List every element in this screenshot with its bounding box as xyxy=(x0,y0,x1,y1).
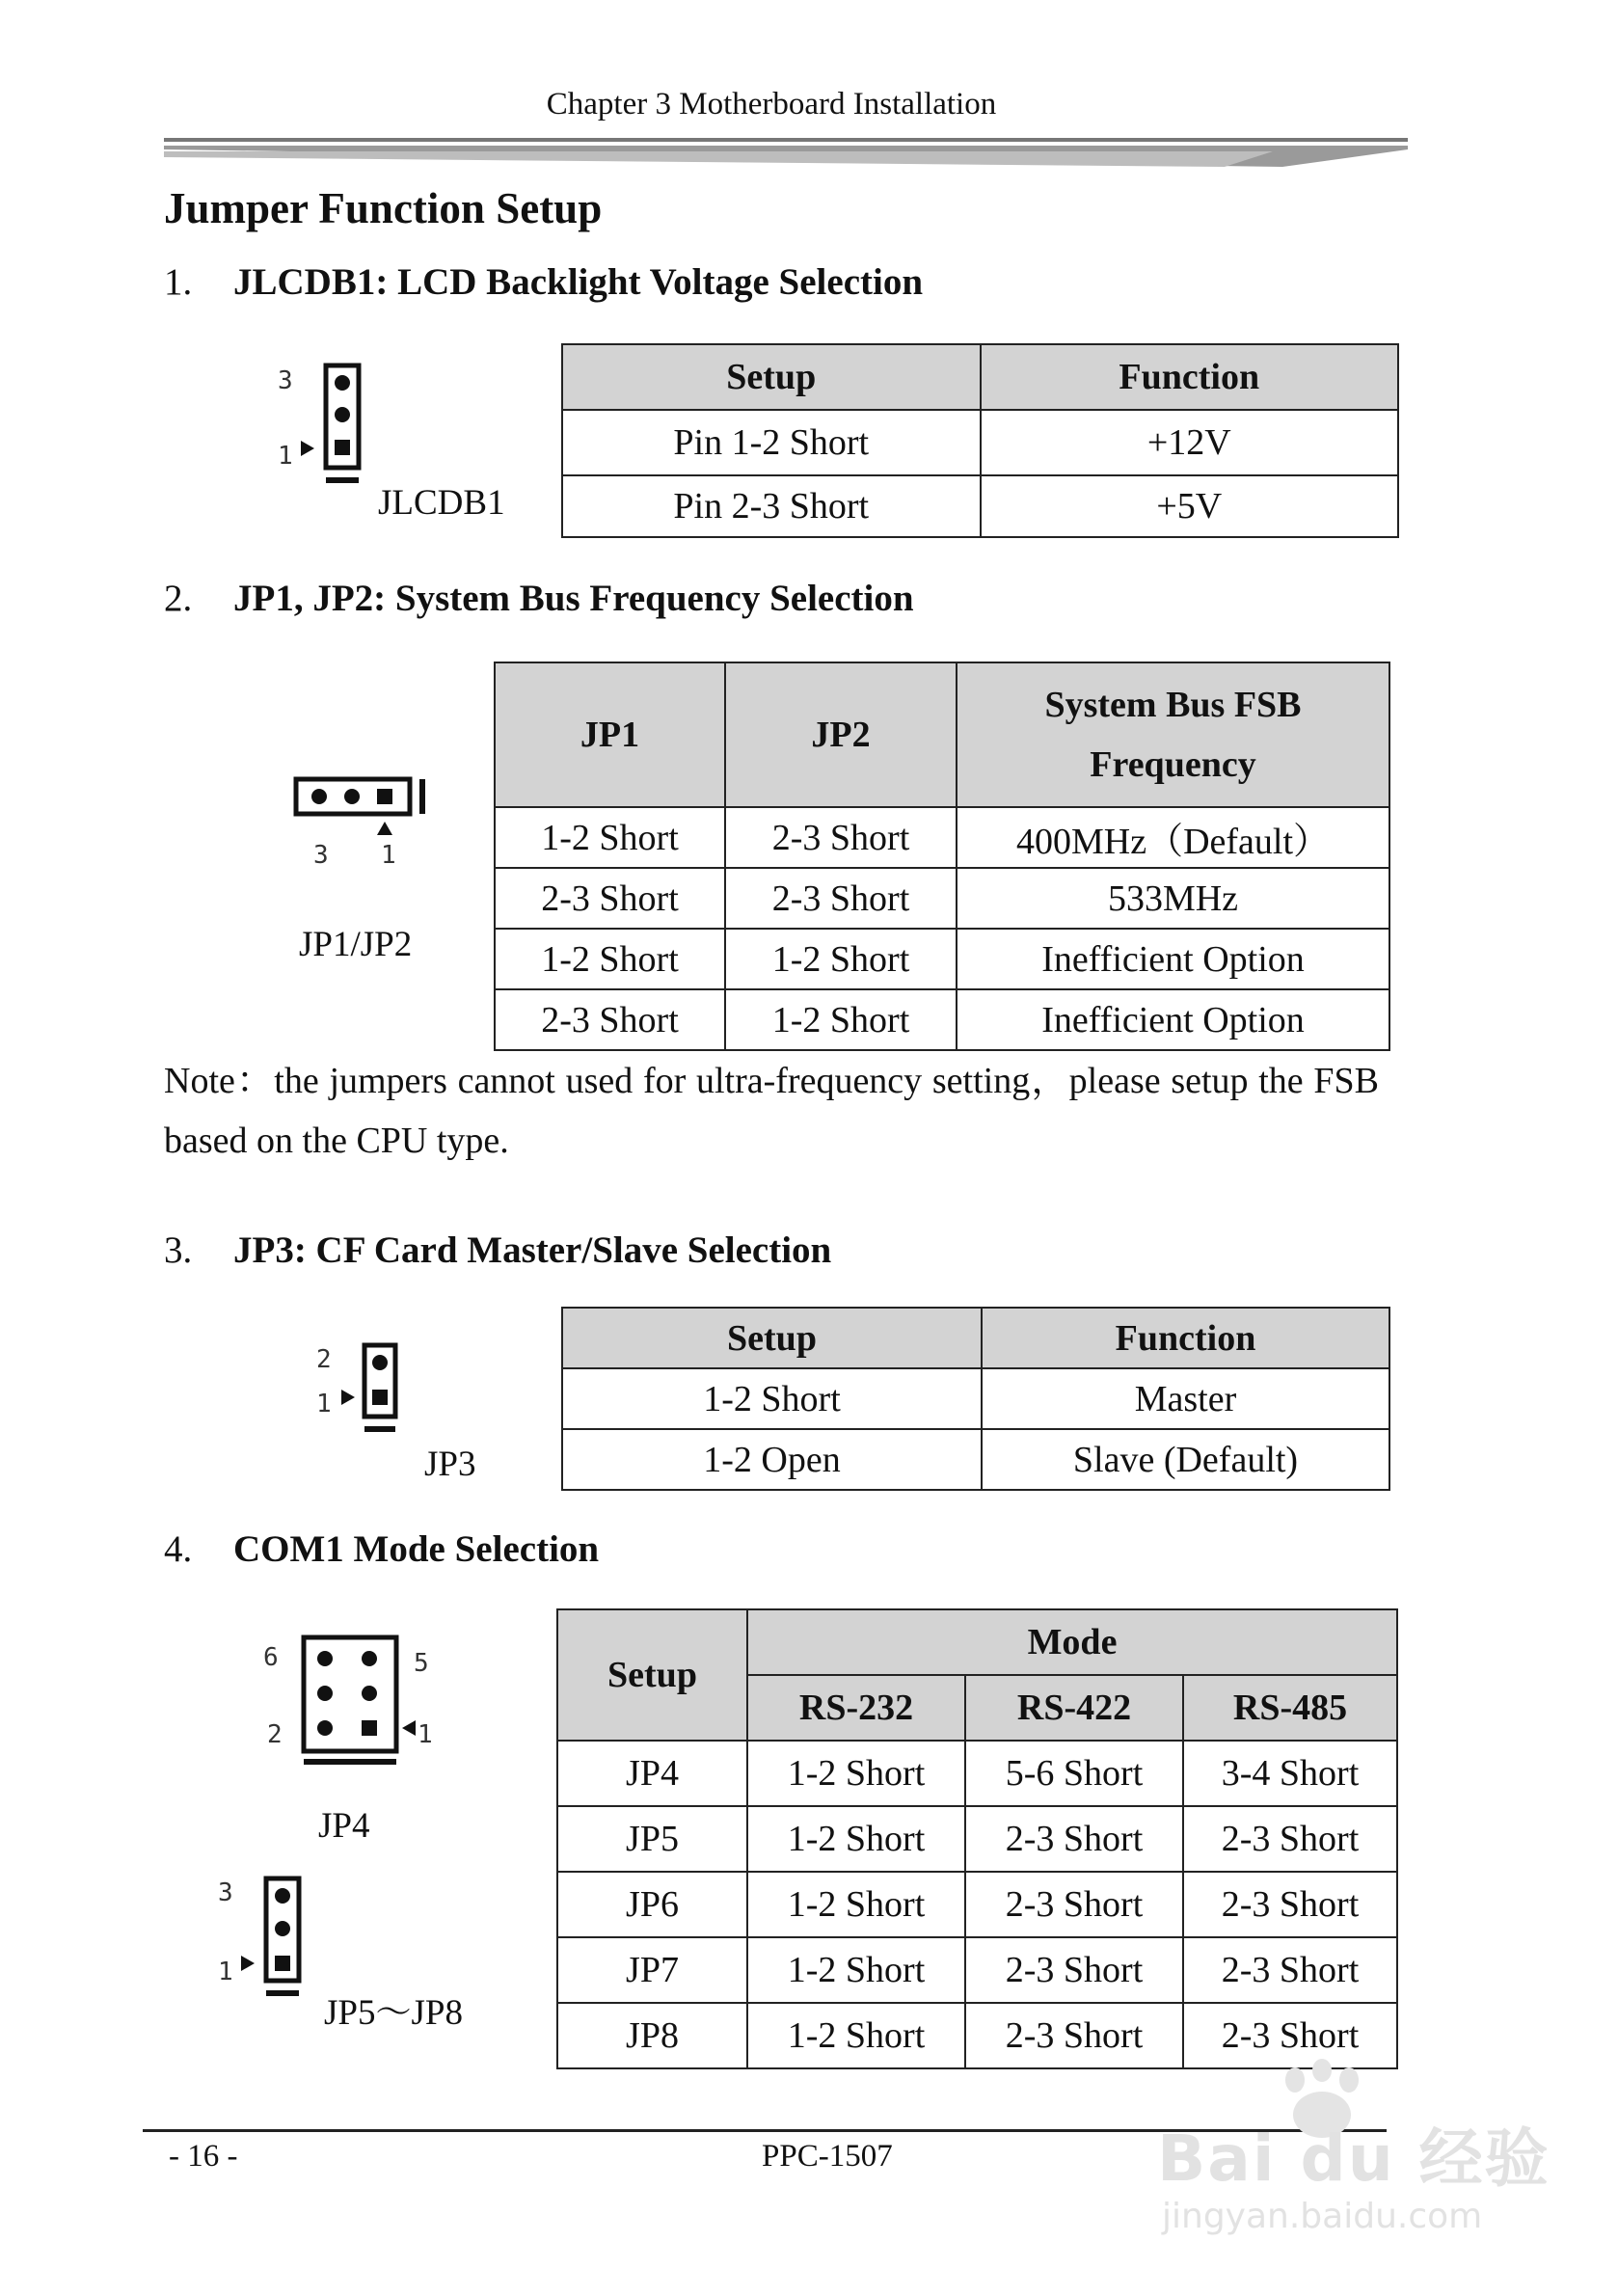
jp3-jumper-diagram xyxy=(309,1336,415,1456)
pin-number: 2 xyxy=(316,1345,332,1374)
table-cell: 2-3 Short xyxy=(1183,1806,1397,1872)
table-cell: 1-2 Short xyxy=(747,2003,965,2068)
table-cell: Pin 1-2 Short xyxy=(562,410,981,475)
table-row xyxy=(562,410,1398,475)
diagram-label: JP4 xyxy=(318,1806,370,1846)
section-4-heading xyxy=(164,1527,599,1571)
column-header: RS-485 xyxy=(1183,1675,1397,1741)
header-line: System Bus FSB xyxy=(1044,685,1302,725)
table-cell: 1-2 Short xyxy=(495,929,725,989)
table-cell: JP8 xyxy=(557,2003,747,2068)
diagram-label: JP1/JP2 xyxy=(299,925,413,964)
table-cell: 2-3 Short xyxy=(965,2003,1183,2068)
pin-number: 6 xyxy=(263,1643,279,1672)
table-cell: +12V xyxy=(981,410,1399,475)
table-row xyxy=(495,989,1389,1050)
table-cell: 2-3 Short xyxy=(495,989,725,1050)
table-cell: 1-2 Short xyxy=(747,1937,965,2003)
table-row xyxy=(557,1937,1397,2003)
table-cell: 1-2 Open xyxy=(562,1429,982,1490)
section-1-heading xyxy=(164,260,923,304)
table-cell: JP5 xyxy=(557,1806,747,1872)
diagram-label: JP3 xyxy=(424,1445,476,1484)
table-row xyxy=(557,1806,1397,1872)
table-cell: 5-6 Short xyxy=(965,1741,1183,1806)
chapter-header: Chapter 3 Motherboard Installation xyxy=(546,87,997,122)
table-cell: 2-3 Short xyxy=(495,868,725,929)
header-line: Frequency xyxy=(1090,744,1256,785)
jlcdb1-jumper-diagram xyxy=(270,352,386,506)
diagram-label: JP5～JP8 xyxy=(324,1993,463,2033)
pin-number: 1 xyxy=(418,1720,433,1749)
table-cell: Slave (Default) xyxy=(982,1429,1389,1490)
table-row xyxy=(562,475,1398,537)
jp1-jp2-table xyxy=(494,662,1390,1051)
section-number: 2. xyxy=(164,578,193,619)
section-title: JP1, JP2: System Bus Frequency Selection xyxy=(233,578,914,619)
table-cell: 533MHz xyxy=(957,868,1389,929)
table-cell: Inefficient Option xyxy=(957,989,1389,1050)
table-cell: JP4 xyxy=(557,1741,747,1806)
column-header: Mode xyxy=(747,1609,1397,1675)
pin-number: 1 xyxy=(381,841,396,870)
column-header: RS-232 xyxy=(747,1675,965,1741)
table-cell: Pin 2-3 Short xyxy=(562,475,981,537)
jp4-jumper-diagram xyxy=(256,1630,448,1774)
column-header: Function xyxy=(981,344,1399,410)
table-row xyxy=(557,1741,1397,1806)
watermark-logo: Bai du 经验 xyxy=(1157,2121,1551,2196)
page-number: - 16 - xyxy=(169,2139,238,2174)
watermark-url: jingyan.baidu.com xyxy=(1162,2197,1483,2236)
pin-number: 3 xyxy=(218,1878,233,1907)
column-header: JP2 xyxy=(725,662,957,807)
pin-number: 1 xyxy=(316,1390,332,1418)
table-cell: 2-3 Short xyxy=(1183,1872,1397,1937)
fsb-note: Note：the jumpers cannot used for ultra-frequency setting，please setup the FSB based on the CPU type. xyxy=(164,1061,1379,1161)
pin-number: 2 xyxy=(267,1720,283,1749)
page-title: Jumper Function Setup xyxy=(164,184,603,232)
table-cell: 2-3 Short xyxy=(725,868,957,929)
jumper-3pin-horizontal-icon xyxy=(284,762,448,887)
table-cell: JP7 xyxy=(557,1937,747,2003)
pin-number: 1 xyxy=(278,442,293,471)
column-header: Setup xyxy=(557,1609,747,1741)
table-cell: JP6 xyxy=(557,1872,747,1937)
table-cell: 400MHz（Default） xyxy=(957,807,1389,868)
header-rule xyxy=(164,138,1408,173)
table-cell: 1-2 Short xyxy=(562,1368,982,1429)
column-header: RS-422 xyxy=(965,1675,1183,1741)
table-row xyxy=(557,1872,1397,1937)
jp3-table xyxy=(561,1307,1390,1491)
table-cell: 1-2 Short xyxy=(495,807,725,868)
table-row xyxy=(562,1429,1389,1490)
section-2-heading xyxy=(164,577,914,620)
table-cell: Inefficient Option xyxy=(957,929,1389,989)
jlcdb1-table xyxy=(561,343,1399,538)
table-cell: 2-3 Short xyxy=(965,1806,1183,1872)
section-number: 1. xyxy=(164,261,193,303)
table-cell: +5V xyxy=(981,475,1399,537)
table-cell: Master xyxy=(982,1368,1389,1429)
pin-number: 1 xyxy=(218,1958,233,1986)
section-title: COM1 Mode Selection xyxy=(233,1528,600,1570)
pin-number: 5 xyxy=(414,1649,429,1678)
table-cell: 1-2 Short xyxy=(747,1806,965,1872)
table-cell: 3-4 Short xyxy=(1183,1741,1397,1806)
table-cell: 2-3 Short xyxy=(965,1937,1183,2003)
diagram-label: JLCDB1 xyxy=(378,483,505,523)
table-cell: 2-3 Short xyxy=(965,1872,1183,1937)
table-cell: 2-3 Short xyxy=(1183,1937,1397,2003)
table-cell: 2-3 Short xyxy=(1183,2003,1397,2068)
table-cell: 1-2 Short xyxy=(725,929,957,989)
table-row xyxy=(495,868,1389,929)
table-cell: 1-2 Short xyxy=(747,1872,965,1937)
section-3-heading xyxy=(164,1229,831,1272)
table-cell: 2-3 Short xyxy=(725,807,957,868)
table-row xyxy=(495,929,1389,989)
table-row xyxy=(562,1368,1389,1429)
pin-number: 3 xyxy=(278,366,293,395)
com1-mode-table xyxy=(556,1608,1398,2069)
table-cell: 1-2 Short xyxy=(747,1741,965,1806)
column-header: JP1 xyxy=(495,662,725,807)
section-number: 4. xyxy=(164,1528,193,1570)
pin-number: 3 xyxy=(313,841,329,870)
column-header: Function xyxy=(982,1308,1389,1368)
section-title: JLCDB1: LCD Backlight Voltage Selection xyxy=(233,261,924,303)
section-title: JP3: CF Card Master/Slave Selection xyxy=(233,1229,832,1271)
column-header: Setup xyxy=(562,1308,982,1368)
column-header xyxy=(957,662,1389,807)
jp1-jp2-jumper-diagram xyxy=(284,762,448,887)
jp5-jp8-jumper-diagram xyxy=(212,1869,328,2023)
table-row xyxy=(495,807,1389,868)
column-header: Setup xyxy=(562,344,981,410)
model-name: PPC-1507 xyxy=(762,2139,893,2174)
table-cell: 1-2 Short xyxy=(725,989,957,1050)
section-number: 3. xyxy=(164,1229,193,1271)
